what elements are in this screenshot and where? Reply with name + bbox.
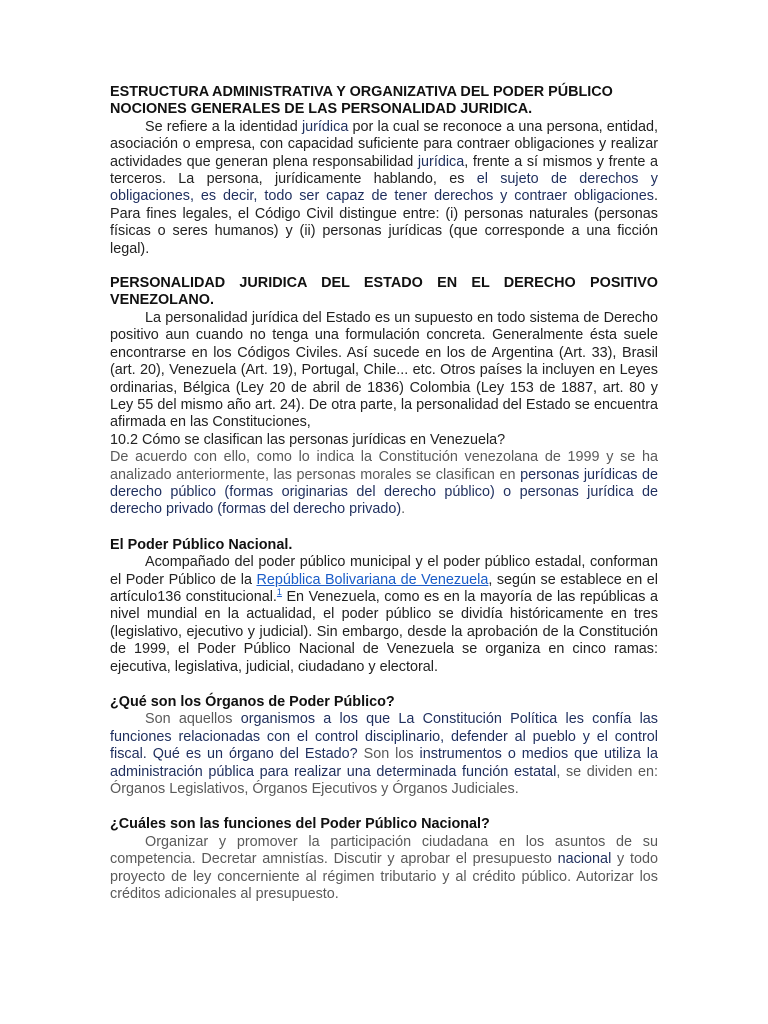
section-funciones: [110, 816, 658, 903]
highlight-sujeto-derechos: el sujeto de derechos y obligaciones, es decir, todo ser capaz de tener derechos y contraer obligaciones: [110, 171, 658, 205]
link-republica-bolivariana[interactable]: República Bolivariana de Venezuela: [256, 571, 489, 588]
document-body: [110, 84, 658, 903]
term-juridica: jurídica: [301, 118, 349, 135]
document-title: ESTRUCTURA ADMINISTRATIVA Y ORGANIZATIVA DEL PODER PÚBLICO: [110, 84, 613, 100]
term-juridica-2: jurídica: [417, 153, 465, 170]
section-personalidad-estado: [110, 275, 658, 519]
section-organos: [110, 694, 658, 798]
paragraph-poder-publico: Acompañado del poder público municipal y el poder público estadal, conforman el Poder Público de la República Bolivariana de Venezuela, según se establece en el artículo136 constitucional.$^1$ En Venezuela, como es en la mayoría de las repúblicas a nivel mundial en la actualidad, el poder público se dividía históricamente en tres (legislativo, ejecutivo y judicial). Sin embargo, desde la aprobación de la Constitución de 1999, el Poder Público Nacional de Venezuela se organiza en cinco ramas: ejecutiva, legislativa, judicial, ciudadano y electoral.: [110, 554, 658, 675]
highlight-clasificacion: personas jurídicas de derecho público (formas originarias del derecho público) o personas jurídica de derecho privado (formas del derecho privado): [110, 466, 658, 518]
section-heading-poder-publico: El Poder Público Nacional.: [110, 536, 293, 553]
paragraph-personalidad-estado: La personalidad jurídica del Estado es un supuesto en todo sistema de Derecho positivo aun cuando no tenga una formulación concreta. Generalmente ésta suele encontrarse en los Códigos Civiles. Así sucede en los de Argentina (Art. 33), Brasil (art. 20), Venezuela (Art. 19), Portugal, Chile... etc. Otros países la incluyen en Leyes ordinarias, Bélgica (Ley 20 de abril de 1836) Colombia (Ley 153 de 1887, art. 80 y Ley 55 del mismo año art. 24). De otra parte, la personalidad del Estado se encuentra afirmada en las Constituciones,: [110, 309, 658, 431]
paragraph-funciones: Organizar y promover la participación ciudadana en los asuntos de su competencia. Decretar amnistías. Discutir y aprobar el presupuesto nacional y todo proyecto de ley concerniente al régimen tributario y al crédito público. Autorizar los créditos adicionales al presupuesto.: [110, 833, 659, 903]
section-poder-publico-nacional: [110, 537, 658, 676]
footnote-link[interactable]: 1: [276, 587, 282, 598]
section-personalidad-juridica: [110, 84, 658, 258]
highlight-instrumentos: instrumentos o medios que utiliza la administración pública para realizar una determinada función estatal: [110, 746, 658, 780]
paragraph-clasificacion: De acuerdo con ello, como lo indica la Constitución venezolana de 1999 y se ha analizado anteriormente, las personas morales se clasifican en personas jurídicas de derecho público (formas originarias del derecho público) o personas jurídica de derecho privado (formas del derecho privado).: [110, 449, 658, 518]
section-heading-funciones: ¿Cuáles son las funciones del Poder Público Nacional?: [110, 816, 490, 833]
term-nacional: nacional: [557, 851, 612, 868]
section-heading-organos: ¿Qué son los Órganos de Poder Público?: [110, 694, 395, 710]
subheading-clasificacion: 10.2 Cómo se clasifican las personas jurídicas en Venezuela?: [110, 431, 506, 448]
paragraph-nociones: Se refiere a la identidad jurídica por la cual se reconoce a una persona, entidad, asociación o empresa, con capacidad suficiente para contraer obligaciones y realizar actividades que generan plena responsabilidad jurídica, frente a sí mismos y frente a terceros. La persona, jurídicamente hablando, es el sujeto de derechos y obligaciones, es decir, todo ser capaz de tener derechos y contraer obligaciones. Para fines legales, el Código Civil distingue entre: (i) personas naturales (personas físicas o seres humanos) y (ii) personas jurídicas (que corresponde a una ficción legal).: [110, 118, 659, 257]
section-heading-personalidad-estado: PERSONALIDAD JURIDICA DEL ESTADO EN EL DERECHO POSITIVO VENEZOLANO.: [110, 275, 658, 309]
highlight-organismos: organismos a los que La Constitución Política les confía las funciones relacionadas con el control disciplinario, defender al pueblo y el control fiscal: [110, 711, 658, 763]
section-heading-nociones: NOCIONES GENERALES DE LAS PERSONALIDAD JURIDICA.: [110, 101, 533, 118]
paragraph-organos: Son aquellos organismos a los que La Constitución Política les confía las funciones relacionadas con el control disciplinario, defender al pueblo y el control fiscal. Qué es un órgano del Estado? Son los instrumentos o medios que utiliza la administración pública para realizar una determinada función estatal, se dividen en: Órganos Legislativos, Órganos Ejecutivos y Órganos Judiciales.: [110, 711, 658, 798]
